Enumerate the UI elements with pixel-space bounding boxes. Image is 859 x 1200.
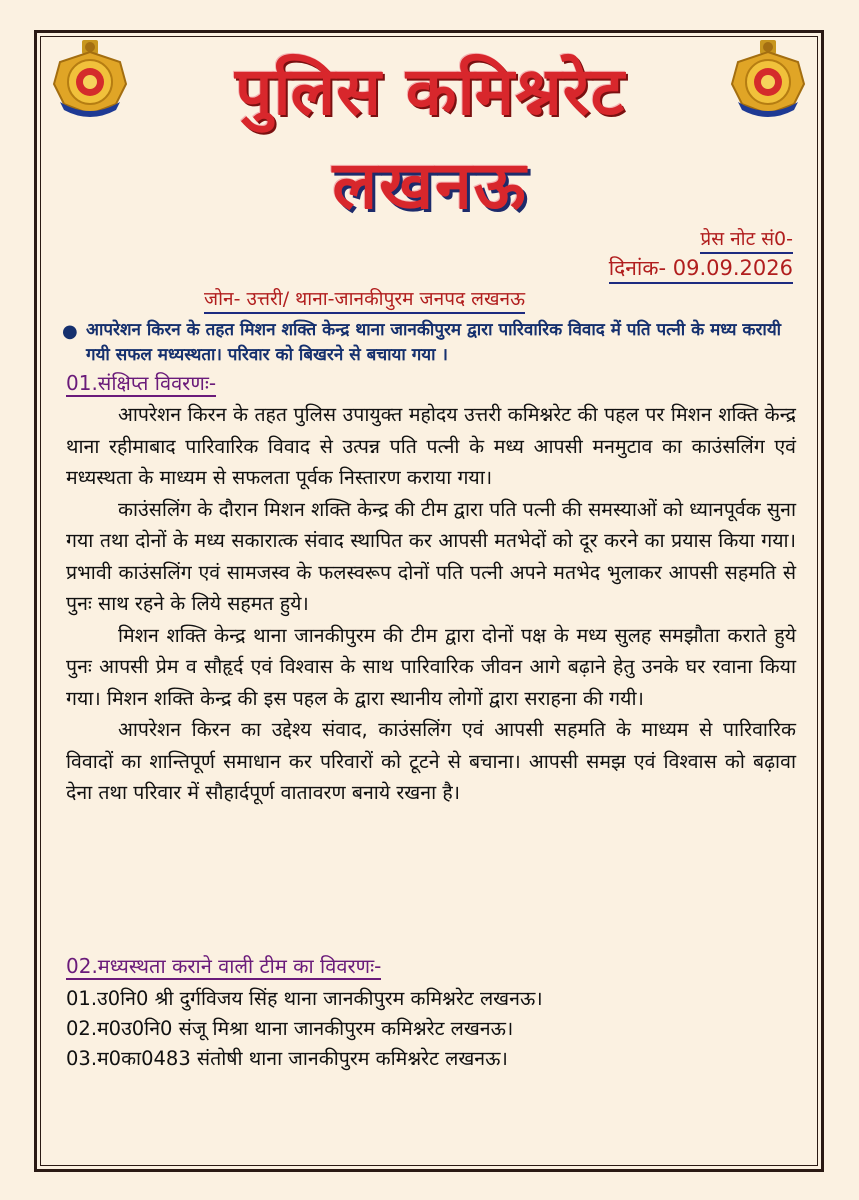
paragraph: मिशन शक्ति केन्द्र थाना जानकीपुरम की टीम द्वारा दोनों पक्ष के मध्य सुलह समझौता कराते हुये पुनः आपसी प्रेम व सौहृर्द एवं विश्वास के साथ पारिवारिक जीवन आगे बढ़ाने हेतु उनके घर रवाना किया गया। मिशन शक्ति केन्द्र की इस पहल के द्वारा स्थानीय लोगों द्वारा सराहना की गयी। — [66, 623, 796, 710]
headline-bullet — [62, 318, 802, 368]
headline-text: आपरेशन किरन के तहत मिशन शक्ति केन्द्र थाना जानकीपुरम द्वारा पारिवारिक विवाद में पति पत्नी के मध्य करायी गयी सफल मध्यस्थता। परिवार को बिखरने से बचाया गया । — [86, 320, 782, 365]
press-note-number: प्रेस नोट सं0- — [700, 226, 793, 254]
section2-heading: 02.मध्यस्थता कराने वाली टीम का विवरणः- — [66, 954, 382, 978]
press-note-date: दिनांक- 09.09.2026 — [609, 254, 793, 284]
up-police-emblem-left — [50, 38, 130, 118]
section1-body — [66, 399, 796, 809]
team-member: 02.म0उ0नि0 संजू मिश्रा थाना जानकीपुरम कमिश्नरेट लखनऊ। — [66, 1017, 514, 1040]
paragraph: आपरेशन किरन के तहत पुलिस उपायुक्त महोदय उत्तरी कमिश्नरेट की पहल पर मिशन शक्ति केन्द्र थाना रहीमाबाद पारिवारिक विवाद से उत्पन्न पति पत्नी के मध्य आपसी मनमुटाव का काउंसलिंग एवं मध्यस्थता के माध्यम से सफलता पूर्वक निस्तारण कराया गया। — [66, 403, 796, 489]
up-police-emblem-right — [728, 38, 808, 118]
section1-heading: 01.संक्षिप्त विवरणः- — [66, 371, 217, 395]
team-member: 01.उ0नि0 श्री दुर्गविजय सिंह थाना जानकीपुरम कमिश्नरेट लखनऊ। — [66, 987, 543, 1010]
title-lucknow: लखनऊ — [332, 147, 528, 224]
title-police-commissionerate: पुलिस कमिश्नरेट — [234, 53, 626, 130]
bullet-icon: ● — [62, 321, 78, 342]
paragraph: आपरेशन किरन का उद्देश्य संवाद, काउंसलिंग एवं आपसी सहमति के माध्यम से पारिवारिक विवादों का शान्तिपूर्ण समाधान कर परिवारों को टूटने से बचाना। आपसी समझ एवं विश्वास को बढ़ावा देना तथा परिवार में सौहार्दपूर्ण वातावरण बनाये रखना है। — [66, 718, 796, 804]
team-member: 03.म0का0483 संतोषी थाना जानकीपुरम कमिश्नरेट लखनऊ। — [66, 1047, 508, 1070]
paragraph: काउंसलिंग के दौरान मिशन शक्ति केन्द्र की टीम द्वारा पति पत्नी की समस्याओं को ध्यानपूर्वक सुना गया तथा दोनों के मध्य सकारात्क संवाद स्थापित कर आपसी मतभेदों को दूर करने का प्रयास किया गया। प्रभावी काउंसलिंग एवं सामजस्व के फलस्वरूप दोनों पति पत्नी अपने मतभेद भुलाकर आपसी सहमति से पुनः साथ रहने के लिये सहमत हुये। — [66, 497, 796, 615]
zone-police-station-line: जोन- उत्तरी/ थाना-जानकीपुरम जनपद लखनऊ — [204, 286, 525, 314]
